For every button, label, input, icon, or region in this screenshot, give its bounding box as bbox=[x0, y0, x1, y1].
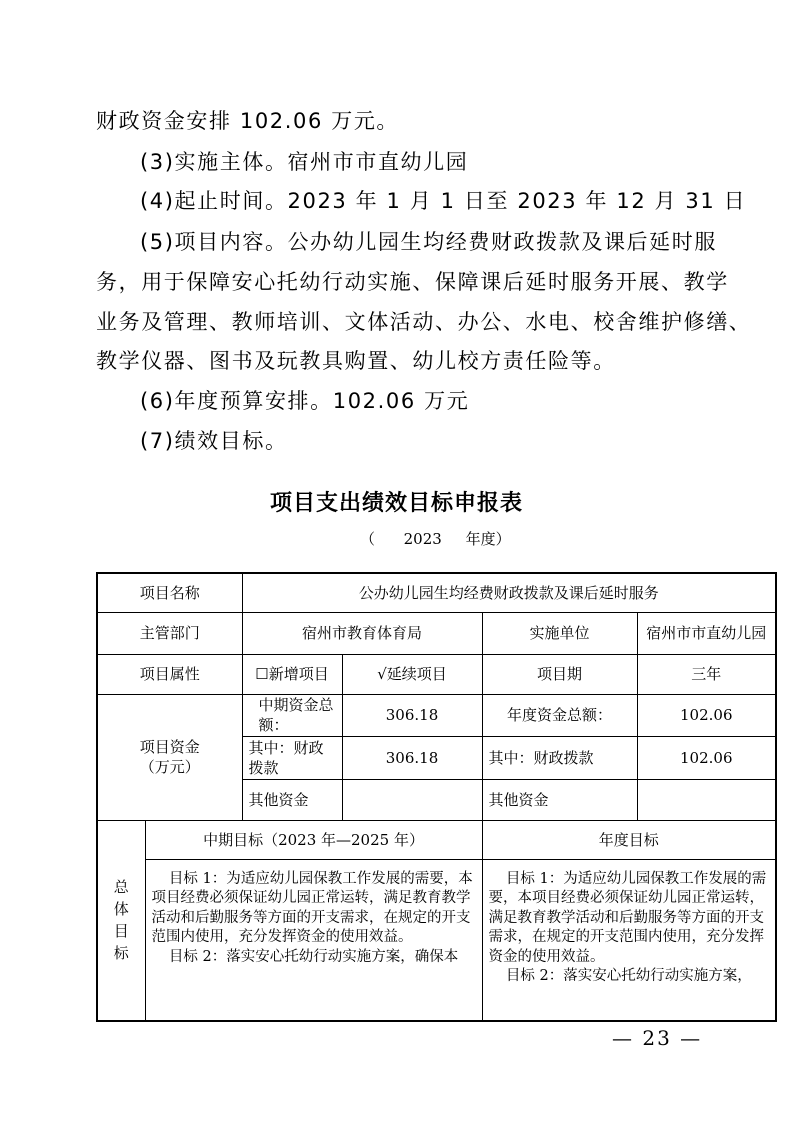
midterm-fiscal-label: 其中：财政拨款 bbox=[242, 736, 342, 779]
paragraph-period: (4)起止时间。2023 年 1 月 1 日至 2023 年 12 月 31 日 bbox=[140, 189, 747, 213]
attr-new-checkbox: ☐新增项目 bbox=[242, 654, 342, 694]
paragraph-budget: (6)年度预算安排。102.06 万元 bbox=[140, 389, 470, 413]
paragraph-implementer: (3)实施主体。宿州市市直幼儿园 bbox=[140, 150, 469, 174]
annual-goal-1: 目标 1：为适应幼儿园保教工作发展的需要，本项目经费必须保证幼儿园正常运转，满足教育教学活动和后勤服务等方面的开支需求，在规定的开支范围内使用，充分发挥资金的使用效益。 bbox=[488, 870, 767, 965]
project-name-label: 项目名称 bbox=[97, 573, 242, 612]
impl-label: 实施单位 bbox=[482, 612, 637, 654]
period-value: 三年 bbox=[637, 654, 776, 694]
midterm-total-label: 中期资金总额： bbox=[242, 694, 342, 736]
paragraph-content-line2: 务，用于保障安心托幼行动实施、保障课后延时服务开展、教学 bbox=[96, 270, 729, 294]
midterm-goal-text bbox=[145, 859, 482, 1021]
dept-label: 主管部门 bbox=[97, 612, 242, 654]
annual-fiscal-value: 102.06 bbox=[637, 736, 776, 779]
midterm-goal-2: 目标 2：落实安心托幼行动实施方案，确保本 bbox=[168, 948, 459, 965]
midterm-total-value: 306.18 bbox=[342, 694, 482, 736]
annual-other-value bbox=[637, 779, 776, 820]
page-number: — 23 — bbox=[612, 1026, 703, 1050]
paragraph-goals: (7)绩效目标。 bbox=[140, 429, 288, 453]
project-name-value: 公办幼儿园生均经费财政拨款及课后延时服务 bbox=[242, 573, 776, 612]
midterm-other-value bbox=[342, 779, 482, 820]
paragraph-content-line1: (5)项目内容。公办幼儿园生均经费财政拨款及课后延时服 bbox=[140, 230, 717, 254]
performance-table bbox=[96, 572, 777, 1022]
midterm-goal-1: 目标 1：为适应幼儿园保教工作发展的需要，本项目经费必须保证幼儿园正常运转，满足教育教学活动和后勤服务等方面的开支需求，在规定的开支范围内使用，充分发挥资金的使用效益。 bbox=[151, 870, 473, 946]
annual-total-value: 102.06 bbox=[637, 694, 776, 736]
table-title: 项目支出绩效目标申报表 bbox=[269, 491, 523, 516]
annual-goal-text bbox=[482, 859, 776, 1021]
overall-goal-label-text: 总体目标 bbox=[113, 878, 129, 963]
midterm-other-label: 其他资金 bbox=[242, 779, 342, 820]
table-subtitle: （ 2023 年度） bbox=[360, 530, 511, 548]
funds-label-line1: 项目资金 bbox=[139, 738, 200, 756]
overall-goal-label bbox=[97, 820, 145, 1021]
funds-label-line2: （万元） bbox=[139, 758, 200, 776]
midterm-goal-header: 中期目标（2023 年—2025 年） bbox=[145, 820, 482, 859]
annual-goal-2: 目标 2：落实安心托幼行动实施方案， bbox=[505, 968, 752, 985]
impl-value: 宿州市市直幼儿园 bbox=[637, 612, 776, 654]
attr-continued-checkbox: √延续项目 bbox=[342, 654, 482, 694]
dept-value: 宿州市教育体育局 bbox=[242, 612, 482, 654]
paragraph-content-line4: 教学仪器、图书及玩教具购置、幼儿校方责任险等。 bbox=[96, 349, 616, 373]
annual-total-label: 年度资金总额： bbox=[482, 694, 637, 736]
paragraph-content-line3: 业务及管理、教师培训、文体活动、办公、水电、校舍维护修缮、 bbox=[96, 310, 752, 334]
annual-other-label: 其他资金 bbox=[482, 779, 637, 820]
funds-label bbox=[97, 694, 242, 820]
period-label: 项目期 bbox=[482, 654, 637, 694]
midterm-fiscal-value: 306.18 bbox=[342, 736, 482, 779]
attr-label: 项目属性 bbox=[97, 654, 242, 694]
annual-fiscal-label: 其中：财政拨款 bbox=[482, 736, 637, 779]
paragraph-funding: 财政资金安排 102.06 万元。 bbox=[96, 109, 400, 133]
annual-goal-header: 年度目标 bbox=[482, 820, 776, 859]
